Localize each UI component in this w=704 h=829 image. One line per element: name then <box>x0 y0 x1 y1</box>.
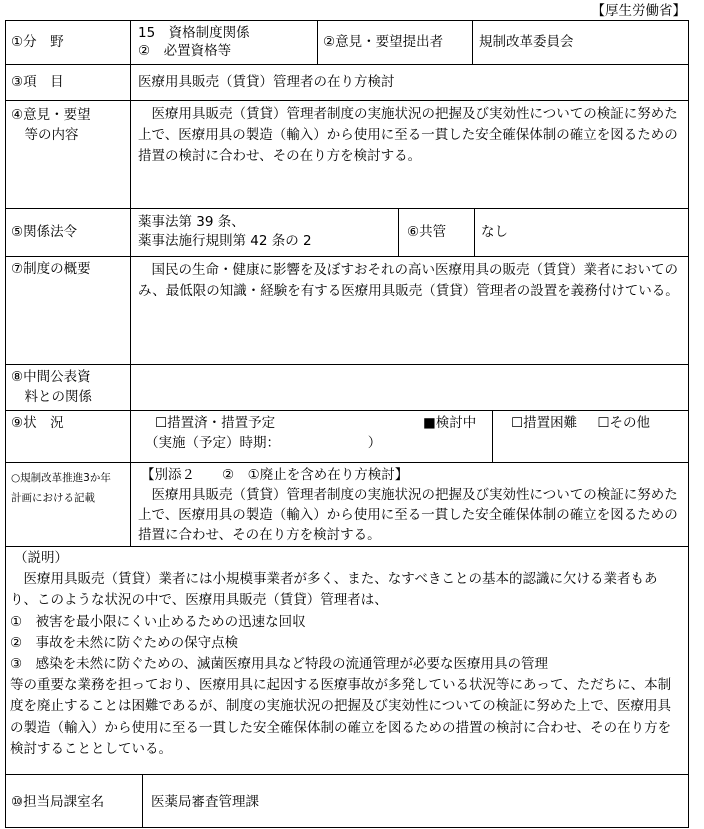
overview-text: 国民の生命・健康に影響を及ぼすおそれの高い医療用具の販売（賃貸）業者においてのみ、最低限の知識・経験を有する医療用具販売（賃貸）管理者の設置を義務付けている。 <box>130 257 688 364</box>
field-subcategory: ② 必置資格等 <box>138 43 232 60</box>
opinion-text: 医療用具販売（賃貸）管理者制度の実施状況の把握及び実効性についての検証に努めた上で、医療用具の製造（輸入）から使用に至る一貫した安全確保体制の確立を図るための措置の検討に合わせ、その在り方を検討する。 <box>130 101 688 208</box>
row-item <box>6 65 688 101</box>
interim-value <box>130 365 688 410</box>
explanation-heading: （説明） <box>14 550 68 566</box>
field-label: ①分 野 <box>11 34 64 50</box>
opinion-label-line2: 等の内容 <box>11 127 79 143</box>
explanation-closing: 等の重要な業務を担っており、医療用具に起因する医療事故が多発している状況等にあって、ただちに、本制度を廃止することは困難であるが、制度の実施状況の把握及び実効性についての検証に努めた上で、医療用具の製造（輸入）から使用に至る一貫した安全確保体制の確立を図るための措置の検討に合わせ、その在り方を検討することとしている。 <box>10 677 672 757</box>
opinion-label-line1: ④意見・要望 <box>11 107 91 123</box>
request-form-table <box>5 20 689 828</box>
status-label: ⑨状 況 <box>11 415 64 431</box>
item-value: 医療用具販売（賃貸）管理者の在り方検討 <box>130 65 688 100</box>
law-line1: 薬事法第 39 条、 <box>138 214 245 230</box>
explanation-intro: 医療用具販売（賃貸）業者には小規模事業者が多く、また、なすべきことの基本的認識に欠ける業者もあり、このような状況の中で、医療用具販売（賃貸）管理者は、 <box>10 571 658 609</box>
office-value: 医薬局審査管理課 <box>142 775 688 828</box>
interim-label-line1: ⑧中間公表資 <box>11 369 91 385</box>
status-option-review: ■検討中 <box>423 415 477 431</box>
ministry-name: 【厚生労働省】 <box>591 3 686 19</box>
row-status <box>6 411 688 463</box>
interim-label-line2: 料との関係 <box>11 389 92 405</box>
explanation-item-1: ① 被害を最小限にくい止めるための迅速な回収 <box>10 613 306 630</box>
row-laws <box>6 209 688 257</box>
status-side <box>492 411 688 462</box>
status-option-difficult: ☐措置困難 <box>511 415 578 431</box>
plan-header: 【別添２ ② ①廃止を含め在り方検討】 <box>141 467 409 483</box>
row-overview <box>6 257 688 365</box>
explanation-item-2: ② 事故を未然に防ぐための保守点検 <box>10 634 239 651</box>
status-schedule: （実施（予定）時期： ） <box>145 435 382 451</box>
joint-label: ⑥共管 <box>398 209 474 256</box>
interim-label <box>6 365 130 410</box>
item-label: ③項 目 <box>11 74 64 90</box>
row-office <box>6 775 688 828</box>
laws-label: ⑤関係法令 <box>11 224 78 240</box>
row-interim <box>6 365 688 411</box>
joint-value: なし <box>474 209 688 256</box>
status-main <box>130 411 492 462</box>
office-label: ⑩担当局課室名 <box>11 794 105 810</box>
explanation-item-3: ③ 感染を未然に防ぐための、滅菌医療用具など特段の流通管理が必要な医療用具の管理 <box>10 656 549 673</box>
plan-label-line1: ○規制改革推進3か年 <box>11 472 111 484</box>
laws-value <box>130 209 398 256</box>
submitter-label: ②意見・要望提出者 <box>317 21 472 64</box>
status-option-done: ☐措置済・措置予定 <box>155 415 276 431</box>
field-value <box>130 21 317 64</box>
plan-text: 医療用具販売（賃貸）管理者制度の実施状況の把握及び実効性についての検証に努めた上で、医療用具の製造（輸入）から使用に至る一貫した安全確保体制の確立を図るための措置に合わせ、その在り方を検討する。 <box>138 487 678 543</box>
plan-content <box>130 463 688 546</box>
overview-label: ⑦制度の概要 <box>11 261 91 277</box>
plan-label <box>6 463 130 546</box>
opinion-label <box>6 101 130 208</box>
law-line2: 薬事法施行規則第 42 条の 2 <box>138 233 312 250</box>
submitter-value: 規制改革委員会 <box>472 21 688 64</box>
status-option-other: ☐その他 <box>597 415 651 431</box>
field-category: 15 資格制度関係 <box>138 25 250 41</box>
plan-label-line2: 計画における記載 <box>11 492 95 504</box>
row-plan <box>6 463 688 547</box>
row-opinion <box>6 101 688 209</box>
row-field <box>6 21 688 65</box>
row-explanation <box>6 547 688 775</box>
